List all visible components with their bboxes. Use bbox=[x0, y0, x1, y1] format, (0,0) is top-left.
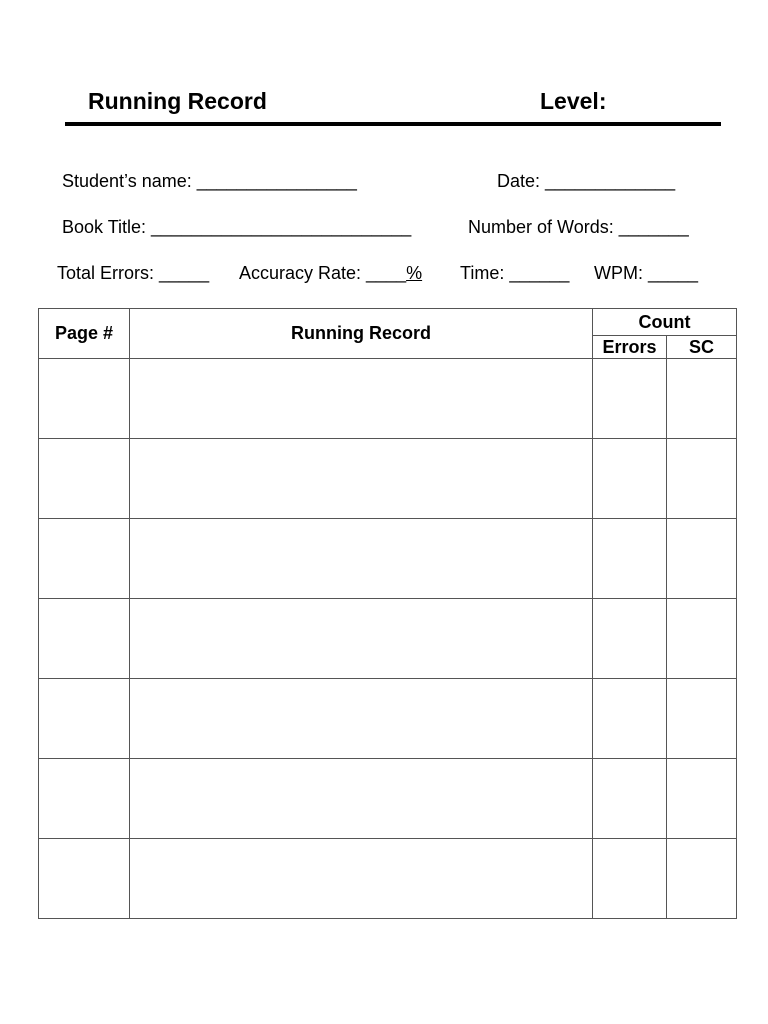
errors-cell[interactable] bbox=[593, 599, 667, 679]
errors-header: Errors bbox=[593, 336, 667, 359]
errors-cell[interactable] bbox=[593, 679, 667, 759]
page-number-cell[interactable] bbox=[39, 439, 130, 519]
errors-cell[interactable] bbox=[593, 519, 667, 599]
page-number-cell[interactable] bbox=[39, 599, 130, 679]
table-row bbox=[39, 439, 737, 519]
running-record-cell[interactable] bbox=[130, 599, 593, 679]
sc-cell[interactable] bbox=[667, 839, 737, 919]
page-number-header: Page # bbox=[39, 309, 130, 359]
header-rule bbox=[65, 122, 721, 126]
page-number-cell[interactable] bbox=[39, 519, 130, 599]
table-row bbox=[39, 759, 737, 839]
number-of-words-field[interactable]: Number of Words: _______ bbox=[468, 217, 689, 237]
count-header: Count bbox=[593, 309, 737, 336]
running-record-cell[interactable] bbox=[130, 839, 593, 919]
date-field[interactable]: Date: _____________ bbox=[497, 171, 676, 191]
sc-cell[interactable] bbox=[667, 759, 737, 839]
running-record-cell[interactable] bbox=[130, 519, 593, 599]
accuracy-rate-field[interactable] bbox=[239, 263, 422, 284]
table-row bbox=[39, 839, 737, 919]
table-row bbox=[39, 599, 737, 679]
page-number-cell[interactable] bbox=[39, 359, 130, 439]
total-errors-field[interactable]: Total Errors: _____ bbox=[57, 263, 210, 283]
table-row bbox=[39, 679, 737, 759]
running-record-cell[interactable] bbox=[130, 679, 593, 759]
page-title: Running Record bbox=[88, 88, 267, 114]
running-record-cell[interactable] bbox=[130, 759, 593, 839]
record-rows bbox=[39, 359, 737, 919]
student-name-field[interactable]: Student’s name: ________________ bbox=[62, 171, 357, 191]
errors-cell[interactable] bbox=[593, 439, 667, 519]
sc-header: SC bbox=[667, 336, 737, 359]
wpm-field[interactable]: WPM: _____ bbox=[594, 263, 699, 283]
running-record-cell[interactable] bbox=[130, 359, 593, 439]
level-label: Level: bbox=[540, 88, 607, 114]
book-title-field[interactable]: Book Title: __________________________ bbox=[62, 217, 412, 237]
page-number-cell[interactable] bbox=[39, 679, 130, 759]
running-record-table bbox=[38, 308, 737, 919]
running-record-header: Running Record bbox=[130, 309, 593, 359]
table-row bbox=[39, 359, 737, 439]
errors-cell[interactable] bbox=[593, 759, 667, 839]
table-row bbox=[39, 519, 737, 599]
errors-cell[interactable] bbox=[593, 839, 667, 919]
sc-cell[interactable] bbox=[667, 679, 737, 759]
time-field[interactable]: Time: ______ bbox=[460, 263, 570, 283]
accuracy-rate-label: Accuracy Rate: ____ bbox=[239, 263, 407, 283]
sc-cell[interactable] bbox=[667, 599, 737, 679]
running-record-cell[interactable] bbox=[130, 439, 593, 519]
sc-cell[interactable] bbox=[667, 359, 737, 439]
sc-cell[interactable] bbox=[667, 519, 737, 599]
page-number-cell[interactable] bbox=[39, 839, 130, 919]
page-number-cell[interactable] bbox=[39, 759, 130, 839]
errors-cell[interactable] bbox=[593, 359, 667, 439]
percent-sign: % bbox=[406, 263, 423, 283]
sc-cell[interactable] bbox=[667, 439, 737, 519]
